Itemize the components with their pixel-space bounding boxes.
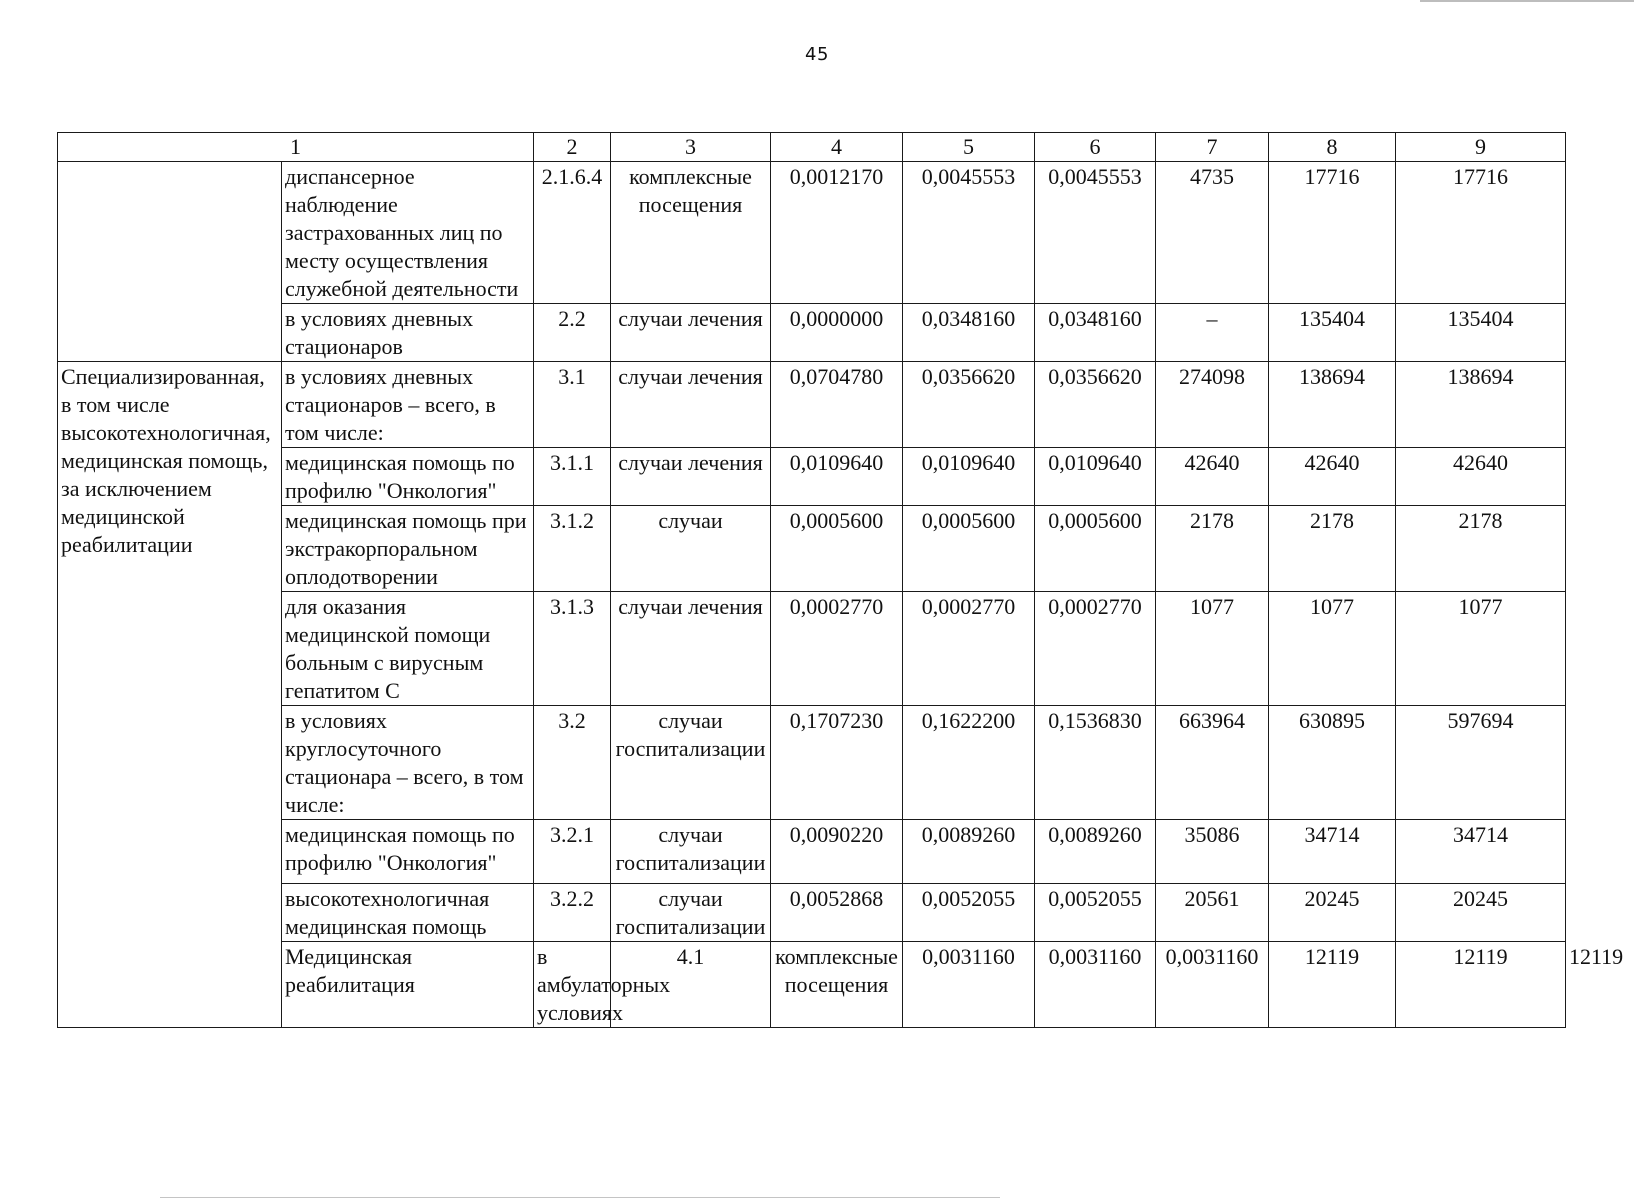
row-col-9: 135404	[1396, 304, 1566, 362]
row-unit: случаи лечения	[611, 592, 771, 706]
row-col-4: 0,1707230	[771, 706, 903, 820]
row-col-8: 138694	[1269, 362, 1396, 448]
row-col-8: 2178	[1269, 506, 1396, 592]
row-col-8: 630895	[1269, 706, 1396, 820]
row-col-4: 0,0012170	[771, 162, 903, 304]
row-col-7: 20561	[1156, 884, 1269, 942]
row-description: в условиях дневных стационаров	[282, 304, 534, 362]
row-col-8: 1077	[1269, 592, 1396, 706]
row-code: 3.1	[534, 362, 611, 448]
row-col-9: 34714	[1396, 820, 1566, 884]
table-row	[58, 820, 1566, 884]
row-unit: случаи лечения	[611, 304, 771, 362]
page-number: 45	[805, 44, 829, 65]
header-col-3: 3	[611, 133, 771, 162]
row-col-4: 0,0000000	[771, 304, 903, 362]
table-row	[58, 706, 1566, 820]
row-col-4: 0,0109640	[771, 448, 903, 506]
row-col-6: 0,1536830	[1035, 706, 1156, 820]
row-description: высокотехнологичная медицинская помощь	[282, 884, 534, 942]
row-description: в условиях круглосуточного стационара – всего, в том числе:	[282, 706, 534, 820]
row-unit: случаи	[611, 506, 771, 592]
row-col-6: 0,0348160	[1035, 304, 1156, 362]
row-code: 2.2	[534, 304, 611, 362]
table-row	[58, 162, 1566, 304]
row-code: 3.2.1	[534, 820, 611, 884]
header-col-2: 2	[534, 133, 611, 162]
table-row	[58, 592, 1566, 706]
row-col-9: 17716	[1396, 162, 1566, 304]
row-col-9: 42640	[1396, 448, 1566, 506]
header-col-6: 6	[1035, 133, 1156, 162]
row-col-8: 12119	[1396, 942, 1566, 1028]
row-code: 3.1.1	[534, 448, 611, 506]
scan-edge-top	[1420, 0, 1634, 2]
header-col-9: 9	[1396, 133, 1566, 162]
row-unit: случаи лечения	[611, 362, 771, 448]
header-col-8: 8	[1269, 133, 1396, 162]
row-unit: комплексные посещения	[611, 162, 771, 304]
row-unit: случаи лечения	[611, 448, 771, 506]
row-code: 3.1.3	[534, 592, 611, 706]
row-col-9: 597694	[1396, 706, 1566, 820]
row-col-8: 42640	[1269, 448, 1396, 506]
row-col-4: 0,0005600	[771, 506, 903, 592]
data-table	[57, 132, 1624, 1028]
header-col-4: 4	[771, 133, 903, 162]
row-code: 3.2	[534, 706, 611, 820]
row-description: в условиях дневных стационаров – всего, в том числе:	[282, 362, 534, 448]
row-col-5: 0,0356620	[903, 362, 1035, 448]
row-unit: комплексные посещения	[771, 942, 903, 1028]
row-description: для оказания медицинской помощи больным с вирусным гепатитом С	[282, 592, 534, 706]
scan-edge-bottom	[160, 1197, 1000, 1198]
row-col-6: 0,0109640	[1035, 448, 1156, 506]
row-col-6: 0,0005600	[1035, 506, 1156, 592]
header-row	[58, 133, 1566, 162]
row-col-6: 0,0002770	[1035, 592, 1156, 706]
table-row	[58, 362, 1566, 448]
row-code: 3.2.2	[534, 884, 611, 942]
table-row: Медицинская реабилитация в амбулаторных условиях 4.1 комплексные посещения 0,0031160 0,0031160 0,0031160 12119 12119 12119	[58, 942, 1566, 1028]
row-code: 4.1	[611, 942, 771, 1028]
table-row	[58, 304, 1566, 362]
row-col-4: 0,0052868	[771, 884, 903, 942]
row-col-4: 0,0031160	[903, 942, 1035, 1028]
row-col-7: 35086	[1156, 820, 1269, 884]
row-description: медицинская помощь по профилю "Онкология"	[282, 448, 534, 506]
row-col-6: 0,0089260	[1035, 820, 1156, 884]
row-col-5: 0,0005600	[903, 506, 1035, 592]
row-col-5: 0,1622200	[903, 706, 1035, 820]
row-col-6: 0,0052055	[1035, 884, 1156, 942]
row-description: диспансерное наблюдение застрахованных лиц по месту осуществления служебной деятельности	[282, 162, 534, 304]
row-col-5: 0,0045553	[903, 162, 1035, 304]
row-col-7: 2178	[1156, 506, 1269, 592]
row-col-5: 0,0089260	[903, 820, 1035, 884]
row-description: медицинская помощь по профилю "Онкология"	[282, 820, 534, 884]
row-code: 2.1.6.4	[534, 162, 611, 304]
row-col-4: 0,0002770	[771, 592, 903, 706]
header-col-1: 1	[58, 133, 534, 162]
row-unit: случаи госпитализации	[611, 884, 771, 942]
row-code: 3.1.2	[534, 506, 611, 592]
row-description: медицинская помощь при экстракорпоральном оплодотворении	[282, 506, 534, 592]
row-col-5: 0,0002770	[903, 592, 1035, 706]
row-col-6: 0,0356620	[1035, 362, 1156, 448]
table-row	[58, 448, 1566, 506]
row-col-9: 2178	[1396, 506, 1566, 592]
row-col-8: 20245	[1269, 884, 1396, 942]
row-col-7: 4735	[1156, 162, 1269, 304]
row-col-8: 17716	[1269, 162, 1396, 304]
row-unit: случаи госпитализации	[611, 706, 771, 820]
row-col-5: 0,0348160	[903, 304, 1035, 362]
row-col-8: 135404	[1269, 304, 1396, 362]
table-row	[58, 884, 1566, 942]
group-cell-empty	[58, 162, 282, 362]
row-col-9: 138694	[1396, 362, 1566, 448]
row-col-7: 42640	[1156, 448, 1269, 506]
row-col-7: 663964	[1156, 706, 1269, 820]
header-col-7: 7	[1156, 133, 1269, 162]
row-col-7: 1077	[1156, 592, 1269, 706]
row-col-4: 0,0704780	[771, 362, 903, 448]
row-col-9: 1077	[1396, 592, 1566, 706]
row-unit: случаи госпитализации	[611, 820, 771, 884]
row-col-6: 0,0031160	[1156, 942, 1269, 1028]
group-medical-rehabilitation: Медицинская реабилитация	[282, 942, 534, 1028]
table-row	[58, 506, 1566, 592]
row-col-7: 12119	[1269, 942, 1396, 1028]
header-col-5: 5	[903, 133, 1035, 162]
row-col-9: 20245	[1396, 884, 1566, 942]
row-col-5: 0,0031160	[1035, 942, 1156, 1028]
row-col-5: 0,0052055	[903, 884, 1035, 942]
row-description: в амбулаторных условиях	[534, 942, 611, 1028]
group-specialized-care: Специализированная, в том числе высокотехнологичная, медицинская помощь, за исключением медицинской реабилитации	[58, 362, 282, 1028]
row-col-8: 34714	[1269, 820, 1396, 884]
row-col-7: –	[1156, 304, 1269, 362]
row-col-4: 0,0090220	[771, 820, 903, 884]
row-col-6: 0,0045553	[1035, 162, 1156, 304]
row-col-5: 0,0109640	[903, 448, 1035, 506]
row-col-7: 274098	[1156, 362, 1269, 448]
